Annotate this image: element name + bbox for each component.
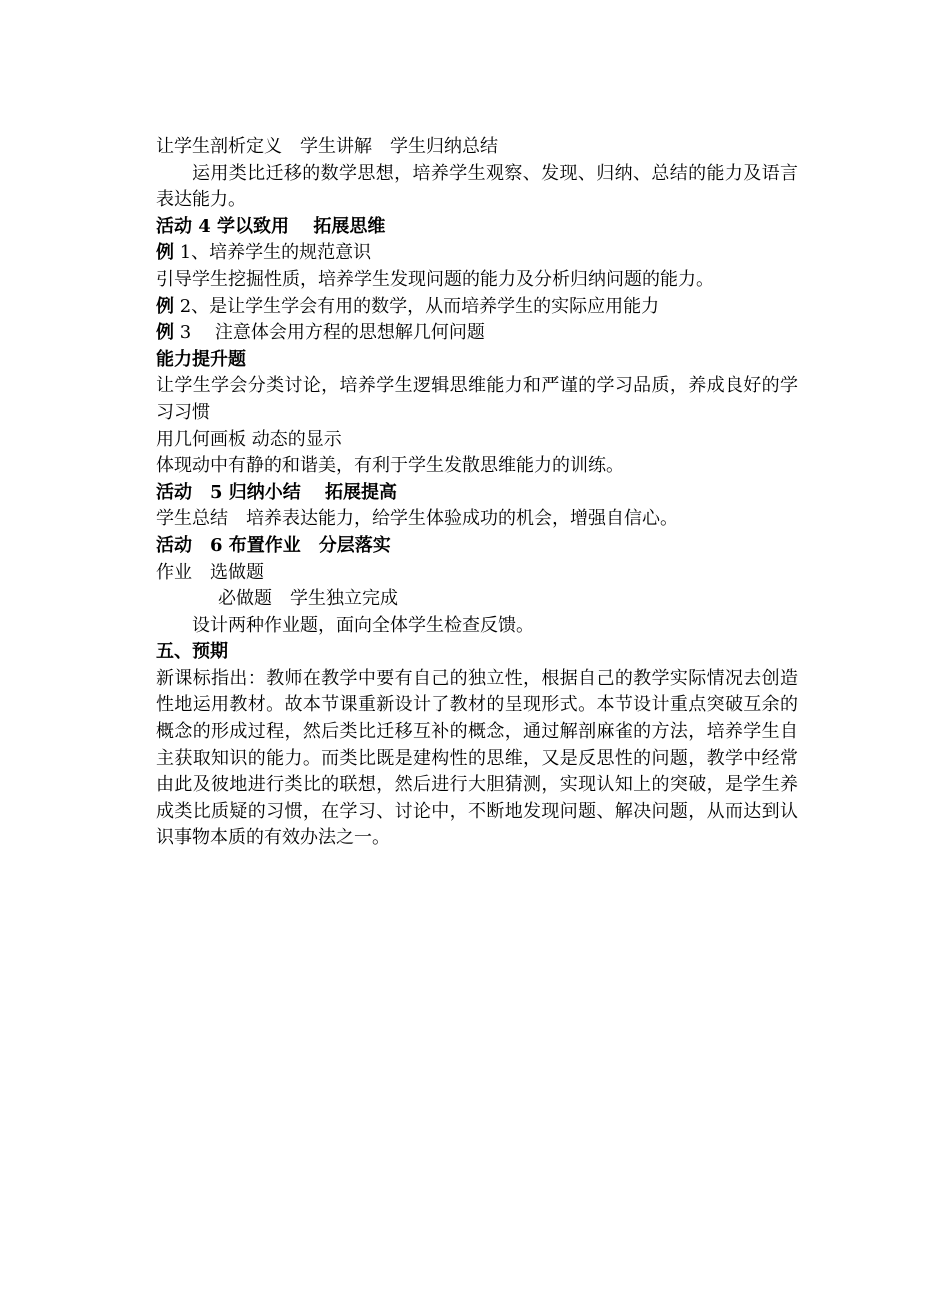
heading-activity-4: 活动 4 学以致用 拓展思维 <box>156 215 386 237</box>
example-3-label: 例 <box>156 322 174 344</box>
example-3-text: 3 注意体会用方程的思想解几何问题 <box>174 322 485 344</box>
paragraph-analogy: 运用类比迁移的数学思想，培养学生观察、发现、归纳、总结的能力及语言表达能力。 <box>156 162 798 211</box>
text-line-guide: 引导学生挖掘性质，培养学生发现问题的能力及分析归纳问题的能力。 <box>156 268 714 290</box>
paragraph-classify: 让学生学会分类讨论，培养学生逻辑思维能力和严谨的学习品质，养成良好的学习习惯 <box>156 375 798 423</box>
text-line-harmony: 体现动中有静的和谐美，有利于学生发散思维能力的训练。 <box>156 455 624 477</box>
text-line-homework-feedback: 设计两种作业题，面向全体学生检查反馈。 <box>192 614 534 636</box>
heading-ability: 能力提升题 <box>156 348 246 370</box>
example-2-label: 例 <box>156 295 174 317</box>
text-line-homework-optional: 作业 选做题 <box>156 561 264 583</box>
example-1 <box>156 240 798 267</box>
example-2-text: 2、是让学生学会有用的数学，从而培养学生的实际应用能力 <box>174 295 660 317</box>
text-line-geometry: 用几何画板 动态的显示 <box>156 428 342 450</box>
document-page <box>156 134 798 852</box>
text-line-definition: 让学生剖析定义 学生讲解 学生归纳总结 <box>156 136 498 157</box>
example-1-text: 1、培养学生的规范意识 <box>174 242 372 264</box>
example-3 <box>156 320 798 347</box>
example-1-label: 例 <box>156 242 174 264</box>
example-2 <box>156 294 798 321</box>
text-line-summary: 学生总结 培养表达能力，给学生体验成功的机会，增强自信心。 <box>156 508 678 530</box>
heading-activity-5: 活动 5 归纳小结 拓展提高 <box>156 481 398 503</box>
text-line-homework-required: 必做题 学生独立完成 <box>218 588 398 610</box>
paragraph-expectation: 新课标指出：教师在教学中要有自己的独立性，根据自己的教学实际情况去创造性地运用教材。故本节课重新设计了教材的呈现形式。本节设计重点突破互余的概念的形成过程，然后类比迁移互补的概念，通过解剖麻雀的方法，培养学生自主获取知识的能力。而类比既是建构性的思维，又是反思性的问题，教学中经常由此及彼地进行类比的联想，然后进行大胆猜测，实现认知上的突破，是学生养成类比质疑的习惯，在学习、讨论中，不断地发现问题、解决问题，从而达到认识事物本质的有效办法之一。 <box>156 667 798 849</box>
heading-activity-6: 活动 6 布置作业 分层落实 <box>156 534 391 556</box>
heading-section-five: 五、预期 <box>156 641 228 663</box>
